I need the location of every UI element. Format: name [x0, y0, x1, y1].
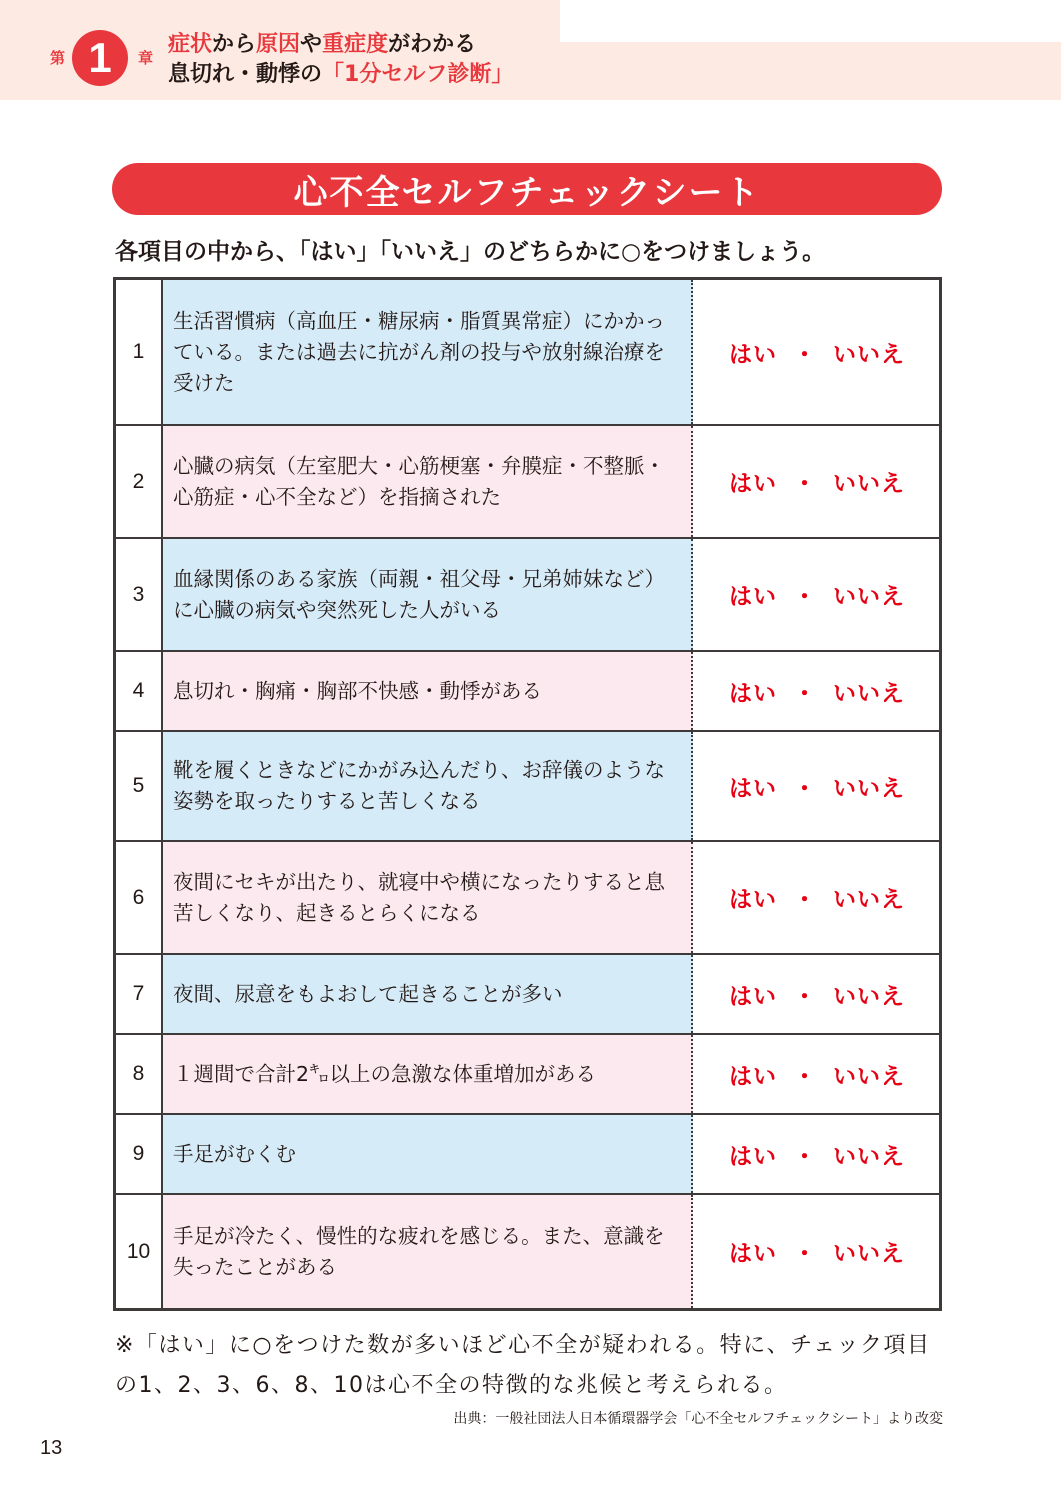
answer-yes[interactable]: はい	[729, 341, 777, 368]
chapter-suffix: 章	[138, 49, 154, 67]
answer-yes[interactable]: はい	[729, 584, 777, 610]
answer-yes[interactable]: はい	[729, 1143, 777, 1170]
question-number: 1	[116, 280, 163, 424]
question-text: 心臓の病気（左室肥大・心筋梗塞・弁膜症・不整脈・心筋症・心不全など）を指摘された	[163, 426, 693, 537]
answer-separator: ・	[793, 775, 817, 802]
answer-no[interactable]: いいえ	[833, 680, 905, 707]
answer-separator: ・	[793, 887, 817, 913]
answer-no[interactable]: いいえ	[833, 1143, 905, 1170]
table-row	[116, 1195, 939, 1308]
question-text: 息切れ・胸痛・胸部不快感・動悸がある	[163, 652, 693, 730]
answer-yes[interactable]: はい	[729, 775, 777, 802]
table-row	[116, 1035, 939, 1115]
question-text: 血縁関係のある家族（両親・祖父母・兄弟姉妹など）に心臓の病気や突然死した人がいる	[163, 539, 693, 650]
title-line1-run: や	[300, 32, 323, 57]
answer-yes[interactable]: はい	[729, 887, 777, 913]
answer-no[interactable]: いいえ	[833, 887, 905, 913]
title-line1-run: から	[212, 32, 257, 57]
instruction-text: 各項目の中から、「はい」「いいえ」のどちらかに○をつけましょう。	[115, 239, 826, 265]
question-number: 6	[116, 842, 163, 953]
check-sheet-title: 心不全セルフチェックシート	[112, 163, 942, 215]
page-number: 13	[40, 1437, 63, 1459]
answer-separator: ・	[793, 471, 817, 497]
question-number: 9	[116, 1115, 163, 1193]
question-text: 夜間、尿意をもよおして起きることが多い	[163, 955, 693, 1033]
question-text: 靴を履くときなどにかがみ込んだり、お辞儀のような姿勢を取ったりすると苦しくなる	[163, 732, 693, 840]
title-line1-run: 症状	[168, 32, 213, 57]
title-line1-run: がわかる	[388, 32, 477, 57]
answer-separator: ・	[793, 584, 817, 610]
answer-separator: ・	[793, 1063, 817, 1090]
title-line2-run: 息切れ・動悸の	[168, 62, 323, 87]
answer-no[interactable]: いいえ	[833, 983, 905, 1010]
chapter-title-line1	[168, 30, 513, 60]
footnote: ※「はい」に○をつけた数が多いほど心不全が疑われる。特に、チェック項目の1、2、3、6、8、10は心不全の特徴的な兆候と考えられる。	[115, 1333, 931, 1398]
answer-options	[695, 652, 939, 730]
answer-separator: ・	[793, 1143, 817, 1170]
answer-options	[695, 426, 939, 537]
question-number: 3	[116, 539, 163, 650]
answer-no[interactable]: いいえ	[833, 775, 905, 802]
question-number: 7	[116, 955, 163, 1033]
title-line2-run: 「1分セルフ診断」	[322, 62, 514, 87]
answer-no[interactable]: いいえ	[833, 1063, 905, 1090]
answer-no[interactable]: いいえ	[833, 584, 905, 610]
source-citation: 出典：一般社団法人日本循環器学会「心不全セルフチェックシート」より改変	[453, 1411, 943, 1427]
question-text: 手足がむくむ	[163, 1115, 693, 1193]
answer-no[interactable]: いいえ	[833, 1241, 905, 1267]
answer-separator: ・	[793, 1241, 817, 1267]
question-number: 2	[116, 426, 163, 537]
table-row	[116, 539, 939, 652]
question-text: 生活習慣病（高血圧・糖尿病・脂質異常症）にかかっている。または過去に抗がん剤の投与や放射線治療を受けた	[163, 280, 693, 424]
chapter-title-line2	[168, 60, 513, 90]
answer-yes[interactable]: はい	[729, 983, 777, 1010]
answer-no[interactable]: いいえ	[833, 341, 905, 368]
answer-separator: ・	[793, 341, 817, 368]
table-row	[116, 732, 939, 842]
answer-yes[interactable]: はい	[729, 1063, 777, 1090]
answer-separator: ・	[793, 680, 817, 707]
check-table	[113, 277, 942, 1311]
question-text: 手足が冷たく、慢性的な疲れを感じる。また、意識を失ったことがある	[163, 1195, 693, 1308]
answer-no[interactable]: いいえ	[833, 471, 905, 497]
chapter-number-badge: 1	[72, 30, 128, 86]
chapter-prefix: 第	[50, 49, 66, 67]
table-row	[116, 955, 939, 1035]
table-row	[116, 1115, 939, 1195]
answer-yes[interactable]: はい	[729, 471, 777, 497]
table-row	[116, 426, 939, 539]
question-number: 5	[116, 732, 163, 840]
answer-yes[interactable]: はい	[729, 680, 777, 707]
table-row	[116, 652, 939, 732]
title-line1-run: 重症度	[322, 32, 389, 57]
answer-options	[695, 842, 939, 953]
title-line1-run: 原因	[256, 32, 301, 57]
table-row	[116, 280, 939, 426]
answer-yes[interactable]: はい	[729, 1241, 777, 1267]
chapter-title	[168, 30, 513, 90]
table-row	[116, 842, 939, 955]
question-text: １週間で合計2㌔以上の急激な体重増加がある	[163, 1035, 693, 1113]
answer-options	[695, 955, 939, 1033]
answer-options	[695, 732, 939, 840]
question-number: 10	[116, 1195, 163, 1308]
question-number: 4	[116, 652, 163, 730]
header-band-extension	[520, 42, 1061, 100]
answer-options	[695, 1115, 939, 1193]
question-number: 8	[116, 1035, 163, 1113]
answer-options	[695, 280, 939, 424]
answer-options	[695, 1035, 939, 1113]
answer-options	[695, 539, 939, 650]
question-text: 夜間にセキが出たり、就寝中や横になったりすると息苦しくなり、起きるとらくになる	[163, 842, 693, 953]
answer-options	[695, 1195, 939, 1308]
answer-separator: ・	[793, 983, 817, 1010]
